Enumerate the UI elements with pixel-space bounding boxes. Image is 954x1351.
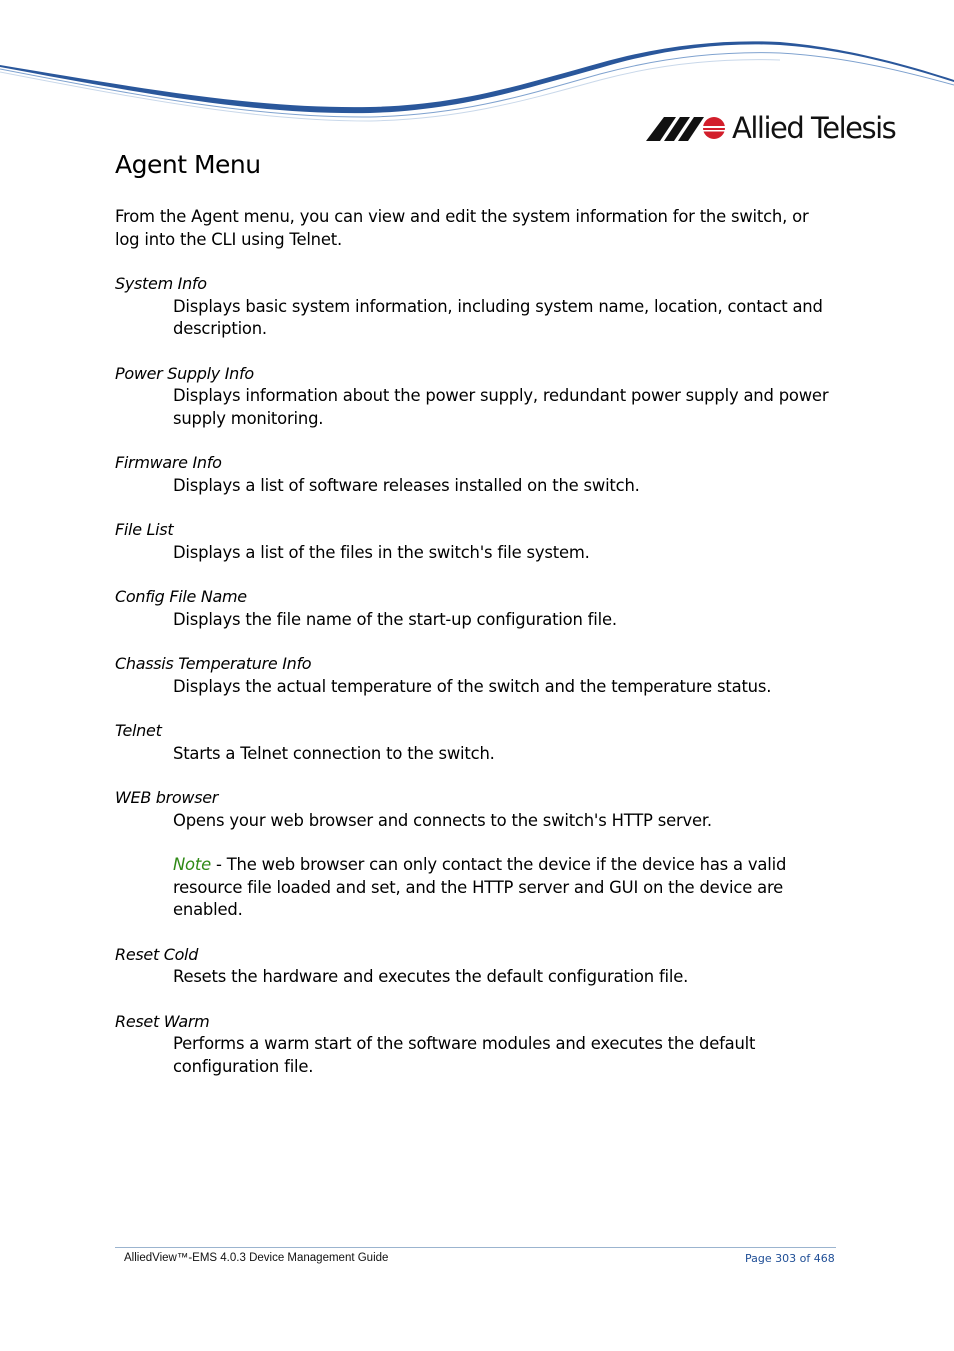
menu-entry-firmware-info (115, 452, 835, 497)
note-label: Note (173, 855, 211, 874)
menu-term: Firmware Info (115, 453, 222, 472)
menu-term: Reset Warm (115, 1011, 210, 1031)
menu-term: File List (115, 520, 174, 539)
menu-description: Displays a list of software releases installed on the switch. (173, 475, 640, 495)
footer-divider (115, 1247, 836, 1248)
menu-term: System Info (115, 274, 207, 293)
menu-entry-telnet (115, 720, 835, 765)
menu-term: Reset Cold (115, 944, 199, 964)
menu-entry-system-info (115, 273, 835, 341)
menu-entry-file-list (115, 519, 835, 564)
menu-entry-config-file-name (115, 586, 835, 631)
menu-term: Power Supply Info (115, 363, 254, 383)
menu-entry-web-browser (115, 787, 835, 922)
menu-description: Displays information about the power supply, redundant power supply and power supply monitoring. (173, 386, 829, 428)
menu-description: Starts a Telnet connection to the switch. (173, 743, 495, 763)
menu-entry-power-supply-info (115, 363, 835, 431)
note-block (173, 854, 835, 922)
menu-description: Opens your web browser and connects to the switch's HTTP server. (173, 810, 712, 830)
menu-term: Telnet (115, 721, 162, 740)
logo-wordmark: Allied Telesis (732, 111, 896, 145)
page-title: Agent Menu (115, 150, 261, 179)
menu-term: WEB browser (115, 788, 219, 807)
allied-telesis-logo (646, 108, 895, 148)
menu-description: Displays the actual temperature of the switch and the temperature status. (173, 676, 772, 696)
document-body (115, 206, 835, 1100)
menu-description: Performs a warm start of the software modules and executes the default configuration file. (173, 1034, 756, 1076)
menu-description: Displays basic system information, including system name, location, contact and description. (173, 296, 823, 338)
menu-description: Resets the hardware and executes the default configuration file. (173, 967, 689, 986)
menu-term: Chassis Temperature Info (115, 654, 312, 673)
logo-mark-icon (646, 113, 728, 143)
menu-description: Displays a list of the files in the switch's file system. (173, 542, 590, 562)
menu-entry-reset-warm (115, 1011, 835, 1079)
note-text: - The web browser can only contact the device if the device has a valid resource file loaded and set, and the HTTP server and GUI on the device are enabled. (173, 855, 787, 919)
intro-paragraph: From the Agent menu, you can view and edit the system information for the switch, or log into the CLI using Telnet. (115, 207, 809, 249)
menu-entry-reset-cold (115, 944, 835, 989)
menu-entry-chassis-temperature-info (115, 653, 835, 698)
menu-description: Displays the file name of the start-up configuration file. (173, 609, 617, 629)
footer-document-title: AlliedView™-EMS 4.0.3 Device Management Guide (124, 1252, 389, 1264)
footer-page-number: Page 303 of 468 (745, 1252, 835, 1265)
menu-term: Config File Name (115, 587, 247, 606)
